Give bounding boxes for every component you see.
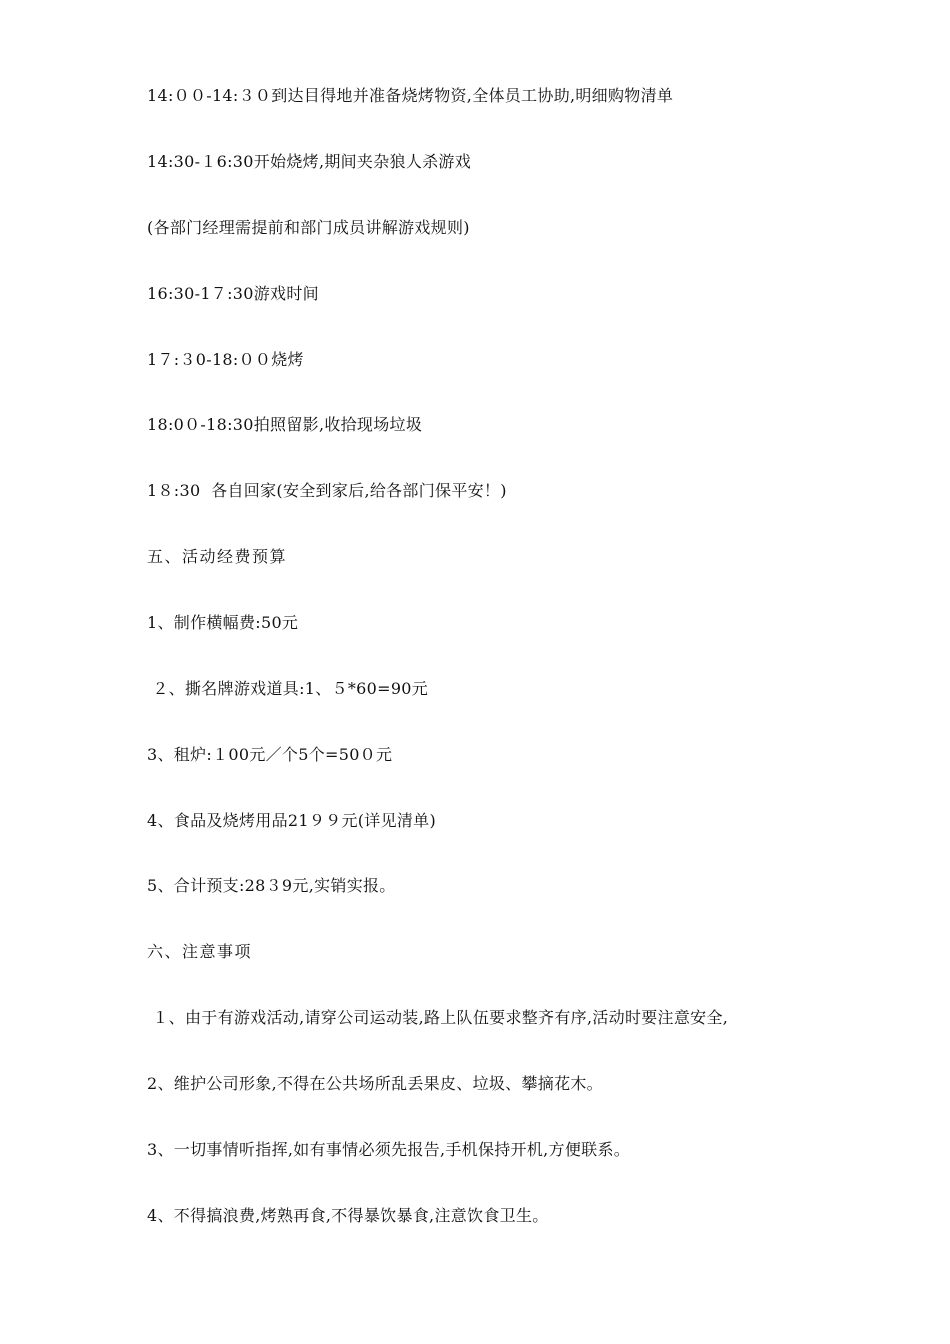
section-6-heading: 六、注意事项 [147,942,253,961]
budget-item-4: 4、食品及烧烤用品21９９元(详见清单) [147,811,437,830]
notice-item-2: 2、维护公司形象,不得在公共场所乱丢果皮、垃圾、攀摘花木。 [147,1074,603,1093]
schedule-line-1: 14:００-14:３０到达目得地并准备烧烤物资,全体员工协助,明细购物清单 [147,86,674,105]
schedule-line-3: 16:30-1７:30游戏时间 [147,284,319,303]
budget-item-5: 5、合计预支:28３9元,实销实报。 [147,876,396,895]
schedule-line-6: 1８:30 各自回家(安全到家后,给各部门保平安！) [147,481,507,500]
notice-item-3: 3、一切事情听指挥,如有事情必须先报告,手机保持开机,方便联系。 [147,1140,631,1159]
schedule-line-5: 18:0０-18:30拍照留影,收拾现场垃圾 [147,415,423,434]
notice-item-1: １、由于有游戏活动,请穿公司运动装,路上队伍要求整齐有序,活动时要注意安全, [147,1008,729,1027]
schedule-line-4: 1７:３0-18:００烧烤 [147,350,304,369]
schedule-note: (各部门经理需提前和部门成员讲解游戏规则) [147,218,470,237]
budget-item-1: 1、制作横幅费:50元 [147,613,299,632]
budget-item-3: 3、租炉:１00元／个5个=50０元 [147,745,393,764]
notice-item-4: 4、不得搞浪费,烤熟再食,不得暴饮暴食,注意饮食卫生。 [147,1206,549,1225]
budget-item-2: ２、撕名牌游戏道具:1、５*60=90元 [147,679,429,698]
section-5-heading: 五、活动经费预算 [147,547,288,566]
schedule-line-2: 14:30-１6:30开始烧烤,期间夹杂狼人杀游戏 [147,152,472,171]
